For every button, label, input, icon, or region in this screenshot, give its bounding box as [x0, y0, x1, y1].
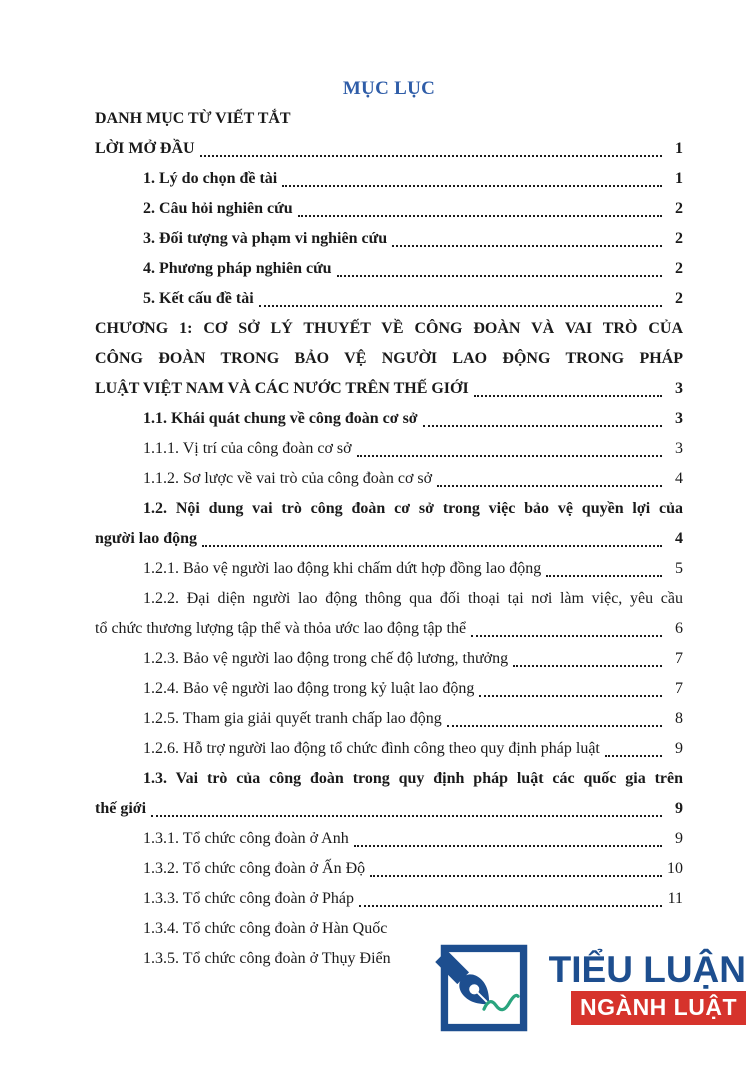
toc-entry — [95, 464, 683, 494]
toc-entry — [95, 134, 683, 164]
page-number: 11 — [667, 890, 683, 907]
toc-entry-text: 1. Lý do chọn đề tài — [143, 170, 278, 187]
toc-entry-text: 1.1. Khái quát chung về công đoàn cơ sở — [143, 410, 418, 427]
logo-text — [540, 948, 750, 1025]
toc-entry-text: 1.2.4. Bảo vệ người lao động trong kỷ luật lao động — [143, 680, 475, 697]
page-number: 2 — [675, 290, 683, 307]
dot-leader — [370, 875, 662, 877]
dot-leader — [357, 455, 662, 457]
dot-leader — [546, 575, 662, 577]
toc-entry — [95, 734, 683, 764]
page-number: 9 — [675, 830, 683, 847]
dot-leader — [259, 305, 662, 307]
toc-entry-text: 4. Phương pháp nghiên cứu — [143, 260, 332, 277]
dot-leader — [151, 815, 662, 817]
fountain-pen-icon — [438, 942, 530, 1034]
dot-leader — [359, 905, 662, 907]
dot-leader — [298, 215, 662, 217]
toc-entries — [95, 104, 683, 974]
toc-entry — [95, 254, 683, 284]
dot-leader — [392, 245, 662, 247]
page-number: 3 — [675, 410, 683, 427]
page-number: 5 — [675, 560, 683, 577]
toc-entry-text: người lao động — [95, 530, 198, 547]
toc-entry — [95, 104, 683, 134]
page-number: 9 — [675, 800, 683, 817]
toc-entry-text: 1.3.1. Tổ chức công đoàn ở Anh — [143, 830, 349, 847]
toc-entry-text: tổ chức thương lượng tập thể và thỏa ước lao động tập thể — [95, 620, 467, 637]
dot-leader — [474, 395, 662, 397]
toc-entry — [95, 674, 683, 704]
toc-entry — [95, 704, 683, 734]
toc-entry — [95, 824, 683, 854]
toc-entry — [95, 884, 683, 914]
dot-leader — [423, 425, 662, 427]
page-number: 1 — [675, 170, 683, 187]
page-number: 2 — [675, 260, 683, 277]
toc-entry — [95, 614, 683, 644]
page-number: 2 — [675, 200, 683, 217]
toc-entry-text: 3. Đối tượng và phạm vi nghiên cứu — [143, 230, 388, 247]
page-number: 4 — [675, 470, 683, 487]
toc-entry — [95, 644, 683, 674]
toc-entry-text: 1.2.6. Hỗ trợ người lao động tổ chức đình công theo quy định pháp luật — [143, 740, 600, 757]
toc-entry-text: 1.1.2. Sơ lược về vai trò của công đoàn cơ sở — [143, 470, 433, 487]
logo-title: TIỂU LUẬN — [548, 948, 746, 990]
page-number: 7 — [675, 650, 683, 667]
toc-entry-text: 1.3.2. Tổ chức công đoàn ở Ấn Độ — [143, 860, 366, 877]
dot-leader — [479, 695, 662, 697]
toc-entry — [95, 164, 683, 194]
toc-entry-text: 2. Câu hỏi nghiên cứu — [143, 200, 293, 217]
toc-entry — [95, 434, 683, 464]
dot-leader — [605, 755, 662, 757]
page-number: 8 — [675, 710, 683, 727]
dot-leader — [447, 725, 662, 727]
toc-entry — [95, 374, 683, 404]
toc-entry-text: 5. Kết cấu đề tài — [143, 290, 254, 307]
toc-entry-text: 1.2.1. Bảo vệ người lao động khi chấm dứt hợp đồng lao động — [143, 560, 542, 577]
page-number: 2 — [675, 230, 683, 247]
watermark-logo — [432, 926, 750, 1050]
dot-leader — [471, 635, 662, 637]
toc-entry-text: 1.2.3. Bảo vệ người lao động trong chế độ lương, thưởng — [143, 650, 509, 667]
toc-entry: CÔNG ĐOÀN TRONG BẢO VỆ NGƯỜI LAO ĐỘNG TRONG PHÁP — [95, 350, 683, 367]
toc-entry — [95, 524, 683, 554]
toc-entry-text: DANH MỤC TỪ VIẾT TẮT — [95, 110, 291, 127]
dot-leader — [337, 275, 662, 277]
toc-entry-text: 1.2.5. Tham gia giải quyết tranh chấp lao động — [143, 710, 442, 727]
page-title: MỤC LỤC — [342, 78, 436, 99]
page-number: 6 — [675, 620, 683, 637]
toc-entry — [95, 554, 683, 584]
toc-entry-text: 1.3.4. Tổ chức công đoàn ở Hàn Quốc — [143, 920, 388, 937]
toc-entry — [95, 854, 683, 884]
dot-leader — [200, 155, 662, 157]
dot-leader — [282, 185, 662, 187]
toc-entry-text: LỜI MỞ ĐẦU — [95, 140, 195, 157]
dot-leader — [513, 665, 662, 667]
toc-entry — [95, 284, 683, 314]
page-number: 4 — [675, 530, 683, 547]
page-number: 3 — [675, 440, 683, 457]
page-number: 10 — [667, 860, 683, 877]
toc-entry-text: 1.1.1. Vị trí của công đoàn cơ sở — [143, 440, 352, 457]
page-number: 9 — [675, 740, 683, 757]
dot-leader — [202, 545, 662, 547]
toc-entry: CHƯƠNG 1: CƠ SỞ LÝ THUYẾT VỀ CÔNG ĐOÀN VÀ VAI TRÒ CỦA — [95, 320, 683, 337]
toc-entry — [95, 794, 683, 824]
table-of-contents — [95, 74, 683, 974]
toc-entry: 1.2.2. Đại diện người lao động thông qua đối thoại tại nơi làm việc, yêu cầu — [143, 590, 683, 607]
page-number: 7 — [675, 680, 683, 697]
toc-entry — [95, 224, 683, 254]
toc-entry-text: LUẬT VIỆT NAM VÀ CÁC NƯỚC TRÊN THẾ GIỚI — [95, 380, 469, 397]
toc-entry-text: 1.3.5. Tổ chức công đoàn ở Thụy Điển — [143, 950, 391, 967]
dot-leader — [437, 485, 662, 487]
toc-entry: 1.2. Nội dung vai trò công đoàn cơ sở trong việc bảo vệ quyền lợi của — [143, 500, 683, 517]
page-number: 3 — [675, 380, 683, 397]
toc-entry — [95, 194, 683, 224]
toc-entry-text: thế giới — [95, 800, 147, 817]
logo-subtitle: NGÀNH LUẬT — [571, 991, 746, 1025]
toc-entry: 1.3. Vai trò của công đoàn trong quy định pháp luật các quốc gia trên — [143, 770, 683, 787]
toc-entry-text: 1.3.3. Tổ chức công đoàn ở Pháp — [143, 890, 355, 907]
page-number: 1 — [675, 140, 683, 157]
toc-entry — [95, 404, 683, 434]
dot-leader — [354, 845, 662, 847]
